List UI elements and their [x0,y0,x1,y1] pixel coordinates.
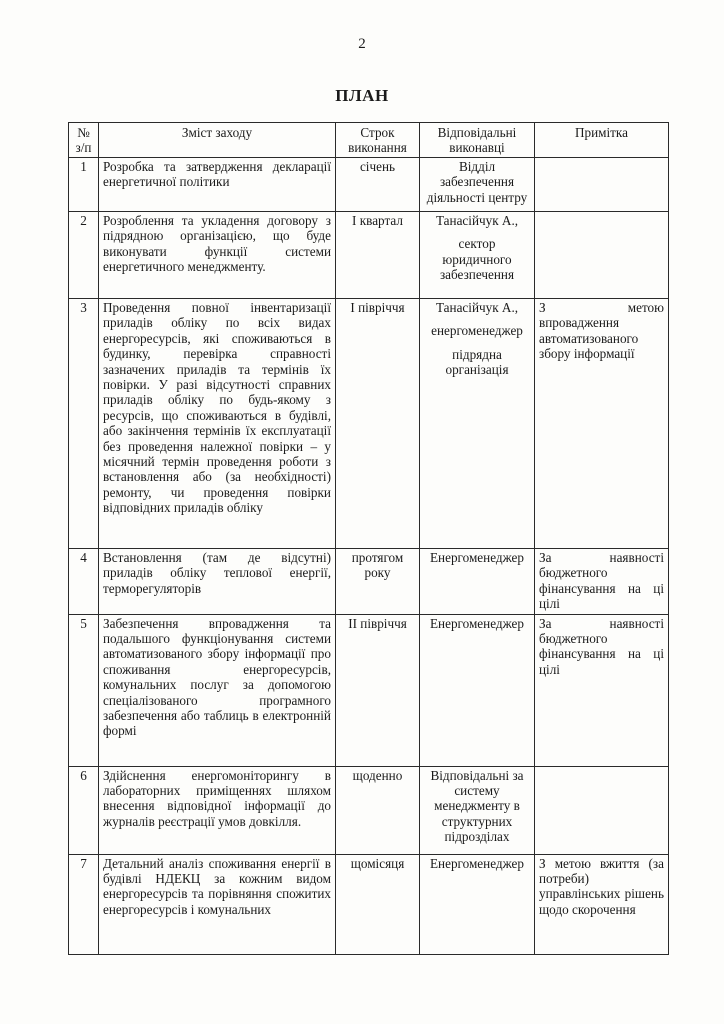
responsible-entry: Енергоменеджер [429,855,524,871]
responsible-entry: Танасійчук А., [435,300,519,315]
page-number: 2 [358,36,366,52]
measure-content-cell: Проведення повної інвентаризації приладів обліку по всіх видах енергоресурсів, які споживаються в будинку, перевірка справності зазначених приладів та термінів їх повірки. У разі відсутності справних приладів обліку по будь-якому з ресурсів, що споживаються в будівлі, або закінчення термінів їх експлуатації без проведення належної повірки – у місячний термін проведення роботи з встановлення або (за необхідності) ремонту, чи проведення повірки відповідних приладів обліку [99,299,336,549]
row-number-cell: 2 [69,212,99,299]
plan-table [68,122,669,955]
row-number-cell: 6 [69,766,99,854]
measure-content-cell: Розробка та затвердження декларації енергетичної політики [99,158,336,212]
term-cell: січень [336,158,420,212]
responsible-cell [420,614,535,766]
header-content: Зміст заходу [99,123,336,158]
term-cell: ІІ півріччя [336,614,420,766]
measure-content-cell: Забезпечення впровадження та подальшого функціонування системи автоматизованого збору інформації про споживання енергоресурсів, комунальних послуг за допомогою спеціалізованого програмного забезпечення або таблиць в електронній формі [99,614,336,766]
term-cell: протягом року [336,549,420,615]
measure-content-cell: Розроблення та укладення договору з підрядною організацією, що буде виконувати функції системи енергетичного менеджменту. [99,212,336,299]
header-num: № з/п [69,123,99,158]
term-cell: щомісяця [336,854,420,954]
responsible-entry: Відділ забезпечення діяльності центру [426,159,528,205]
term-cell: І квартал [336,212,420,299]
table-row [69,854,669,954]
responsible-cell [420,854,535,954]
responsible-entry: Енергоменеджер [429,550,524,565]
term-cell: І півріччя [336,299,420,549]
responsible-entry: Енергоменеджер [429,615,524,631]
header-responsible: Відповідальні виконавці [420,123,535,158]
row-number-cell: 1 [69,158,99,212]
note-cell [535,212,669,299]
header-row [69,123,669,158]
responsible-cell [420,212,535,299]
note-cell: За наявності бюджетного фінансування на ці цілі [535,614,669,766]
measure-content-cell: Здійснення енергомоніторингу в лабораторних приміщеннях шляхом внесення відповідної інформації до журналів реєстрації умов довкілля. [99,766,336,854]
table-row [69,212,669,299]
responsible-entry: Відповідальні за систему менеджменту в структурних підрозділах [430,767,524,845]
note-cell: З метою вжиття (за потреби) управлінських рішень щодо скорочення [535,854,669,954]
row-number-cell: 7 [69,854,99,954]
responsible-entry: Танасійчук А., [435,213,519,228]
row-number-cell: 3 [69,299,99,549]
responsible-entry: підрядна організація [445,346,509,378]
responsible-cell [420,158,535,212]
responsible-entry: енергоменеджер [431,323,523,339]
measure-content-cell: Детальний аналіз споживання енергії в будівлі НДЕКЦ за кожним видом енергоресурсів та порівняння спожитих енергоресурсів і комунальних [99,854,336,954]
table-row [69,766,669,854]
table-row [69,549,669,615]
row-number-cell: 5 [69,614,99,766]
table-body [69,158,669,955]
row-number-cell: 4 [69,549,99,615]
header-note: Примітка [535,123,669,158]
responsible-cell [420,549,535,615]
responsible-cell [420,766,535,854]
table-row [69,614,669,766]
header-term: Строк виконання [336,123,420,158]
table-row [69,158,669,212]
note-cell [535,158,669,212]
table-row [69,299,669,549]
document-title: ПЛАН [335,86,389,105]
term-cell: щоденно [336,766,420,854]
responsible-entry: сектор юридичного забезпечення [439,236,515,283]
responsible-cell [420,299,535,549]
note-cell: За наявності бюджетного фінансування на ці цілі [535,549,669,615]
measure-content-cell: Встановлення (там де відсутні) приладів обліку теплової енергії, терморегуляторів [99,549,336,615]
note-cell: З метою впровадження автоматизованого збору інформації [535,299,669,549]
table-header [69,123,669,158]
note-cell [535,766,669,854]
